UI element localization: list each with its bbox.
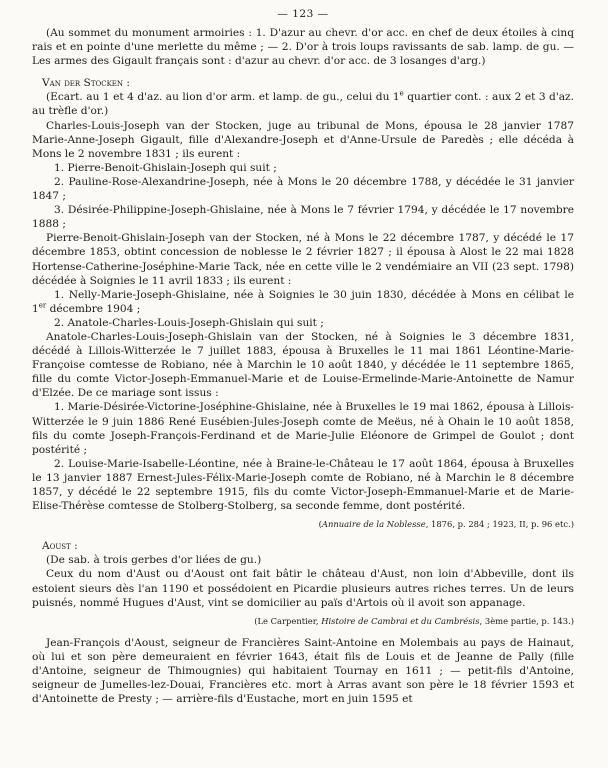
list-item: 3. Désirée-Philippine-Joseph-Ghislaine, née à Mons le 7 février 1794, y décédée le 17 novembre 1888 ; [32,204,574,231]
page-number: — 123 — [277,8,329,20]
paragraph-charles-louis: Charles-Louis-Joseph van der Stocken, juge au tribunal de Mons, épousa le 28 janvier 1787 Marie-Anne-Joseph Gigault, fille d'Alexandre-Joseph et d'Anne-Ursule de Paredès ; elle décéda à Mons le 2 novembre 1831 ; ils eurent : [32,119,574,160]
list-item: 1. Nelly-Marie-Joseph-Ghislaine, née à Soignies le 30 juin 1830, décédée à Mons en célibat le 1er décembre 1904 ; [32,288,574,315]
list-item: 2. Pauline-Rose-Alexandrine-Joseph, née à Mons le 20 décembre 1788, y décédée le 31 janvier 1847 ; [32,175,574,203]
paragraph-blason-aoust: (De sab. à trois gerbes d'or liées de gu.) [46,554,262,567]
superscript: e [399,89,404,98]
list-item: 1. Pierre-Benoit-Ghislain-Joseph qui suit ; [54,161,277,174]
source-citation-annuaire: (Annuaire de la Noblesse, 1876, p. 284 ; 1923, II, p. 96 etc.) [318,519,574,530]
paragraph-pierre-benoit: Pierre-Benoit-Ghislain-Joseph van der Stocken, né à Mons le 22 décembre 1787, y décédé le 17 décembre 1853, obtint concession de noblesse le 2 février 1827 ; il épousa à Alost le 22 mai 1828 Hortense-Catherine-Joséphine-Marie Tack, née en cette ville le 2 vendémiaire an VII (23 sept. 1798) décédée à Soignies le 11 avril 1833 ; ils eurent : [32,232,574,287]
paragraph-aust-history: Ceux du nom d'Aust ou d'Aoust ont fait bâtir le château d'Aust, non loin d'Abbeville, dont ils estoient sieurs dès l'an 1190 et possédoient en Picardie plusieurs autres riches terres. Un de leurs puisnés, nommé Hugues d'Aust, vint se domicilier au païs d'Artois où il avoit son appanage. [32,568,574,609]
paragraph-blason-stocken: (Ecart. au 1 et 4 d'az. au lion d'or arm. et lamp. de gu., celui du 1e quartier cont. : aux 2 et 3 d'az. au trèfle d'or.) [32,89,575,118]
list-item: 2. Anatole-Charles-Louis-Joseph-Ghislain qui suit ; [54,316,324,329]
list-item: 2. Louise-Marie-Isabelle-Léontine, née à Braine-le-Château le 17 août 1864, épousa à Bruxelles le 13 janvier 1887 Ernest-Jules-Félix-Marie-Joseph comte de Robiano, né à Marchin le 8 décembre 1857, y décédé le 22 septembre 1915, fils du comte Victor-Joseph-Emmanuel-Marie et de Marie-Elise-Thérèse comtesse de Stolberg-Stolberg, sa seconde femme, dont postérité. [32,457,574,513]
superscript: er [38,301,47,310]
paragraph-armoiries: (Au sommet du monument armoiries : 1. D'azur au chevr. d'or acc. en chef de deux étoiles à cinq rais et en pointe d'une merlette du même ; — 2. D'or à trois loups ravissants de sab. lamp. de gu. — Les armes des Gigault français sont : d'azur au chevr. d'or acc. de 3 losanges d'arg.) [32,27,574,68]
paragraph-anatole: Anatole-Charles-Louis-Joseph-Ghislain van der Stocken, né à Soignies le 3 décembre 1831, décédé à Lillois-Witterzée le 7 juillet 1883, épousa à Bruxelles le 11 mai 1861 Léontine-Marie-Françoise comtesse de Robiano, née à Marchin le 10 août 1840, y décédée le 11 septembre 1865, fille du comte Victor-Joseph-Emmanuel-Marie et de Louise-Ermelinde-Marie-Antoinette de Namur d'Elzée. De ce mariage sont issus : [32,330,574,400]
heading-aoust: Aoust : [42,540,78,553]
heading-van-der-stocken: Van der Stocken : [42,77,130,90]
paragraph-jean-francois: Jean-François d'Aoust, seigneur de Francières Saint-Antoine en Molembais au pays de Hainaut, où lui et son père demeuraient en février 1643, était fils de Louis et de Jeanne de Pally (fille d'Antoine, seigneur de Thimougnies) qui habitaient Tournay en 1611 ; — petit-fils d'Antoine, seigneur de Jumelles-lez-Douai, Francières etc. mort à Arras avant son père le 18 février 1593 et d'Antoinette de Presty ; — arrière-fils d'Eustache, mort en juin 1595 et [32,636,574,706]
list-item: 1. Marie-Désirée-Victorine-Joséphine-Ghislaine, née à Bruxelles le 19 mai 1862, épousa à Lillois-Witterzée le 9 juin 1886 René Eusébien-Jules-Joseph comte de Meëus, né à Ohain le 10 août 1858, fils du comte Joseph-François-Ferdinand et de Marie-Julie Eléonore de Grimpel de Goulot ; dont postérité ; [32,401,574,456]
source-citation-carpentier: (Le Carpentier, Histoire de Cambrai et du Cambrésis, 3ème partie, p. 143.) [254,615,574,626]
